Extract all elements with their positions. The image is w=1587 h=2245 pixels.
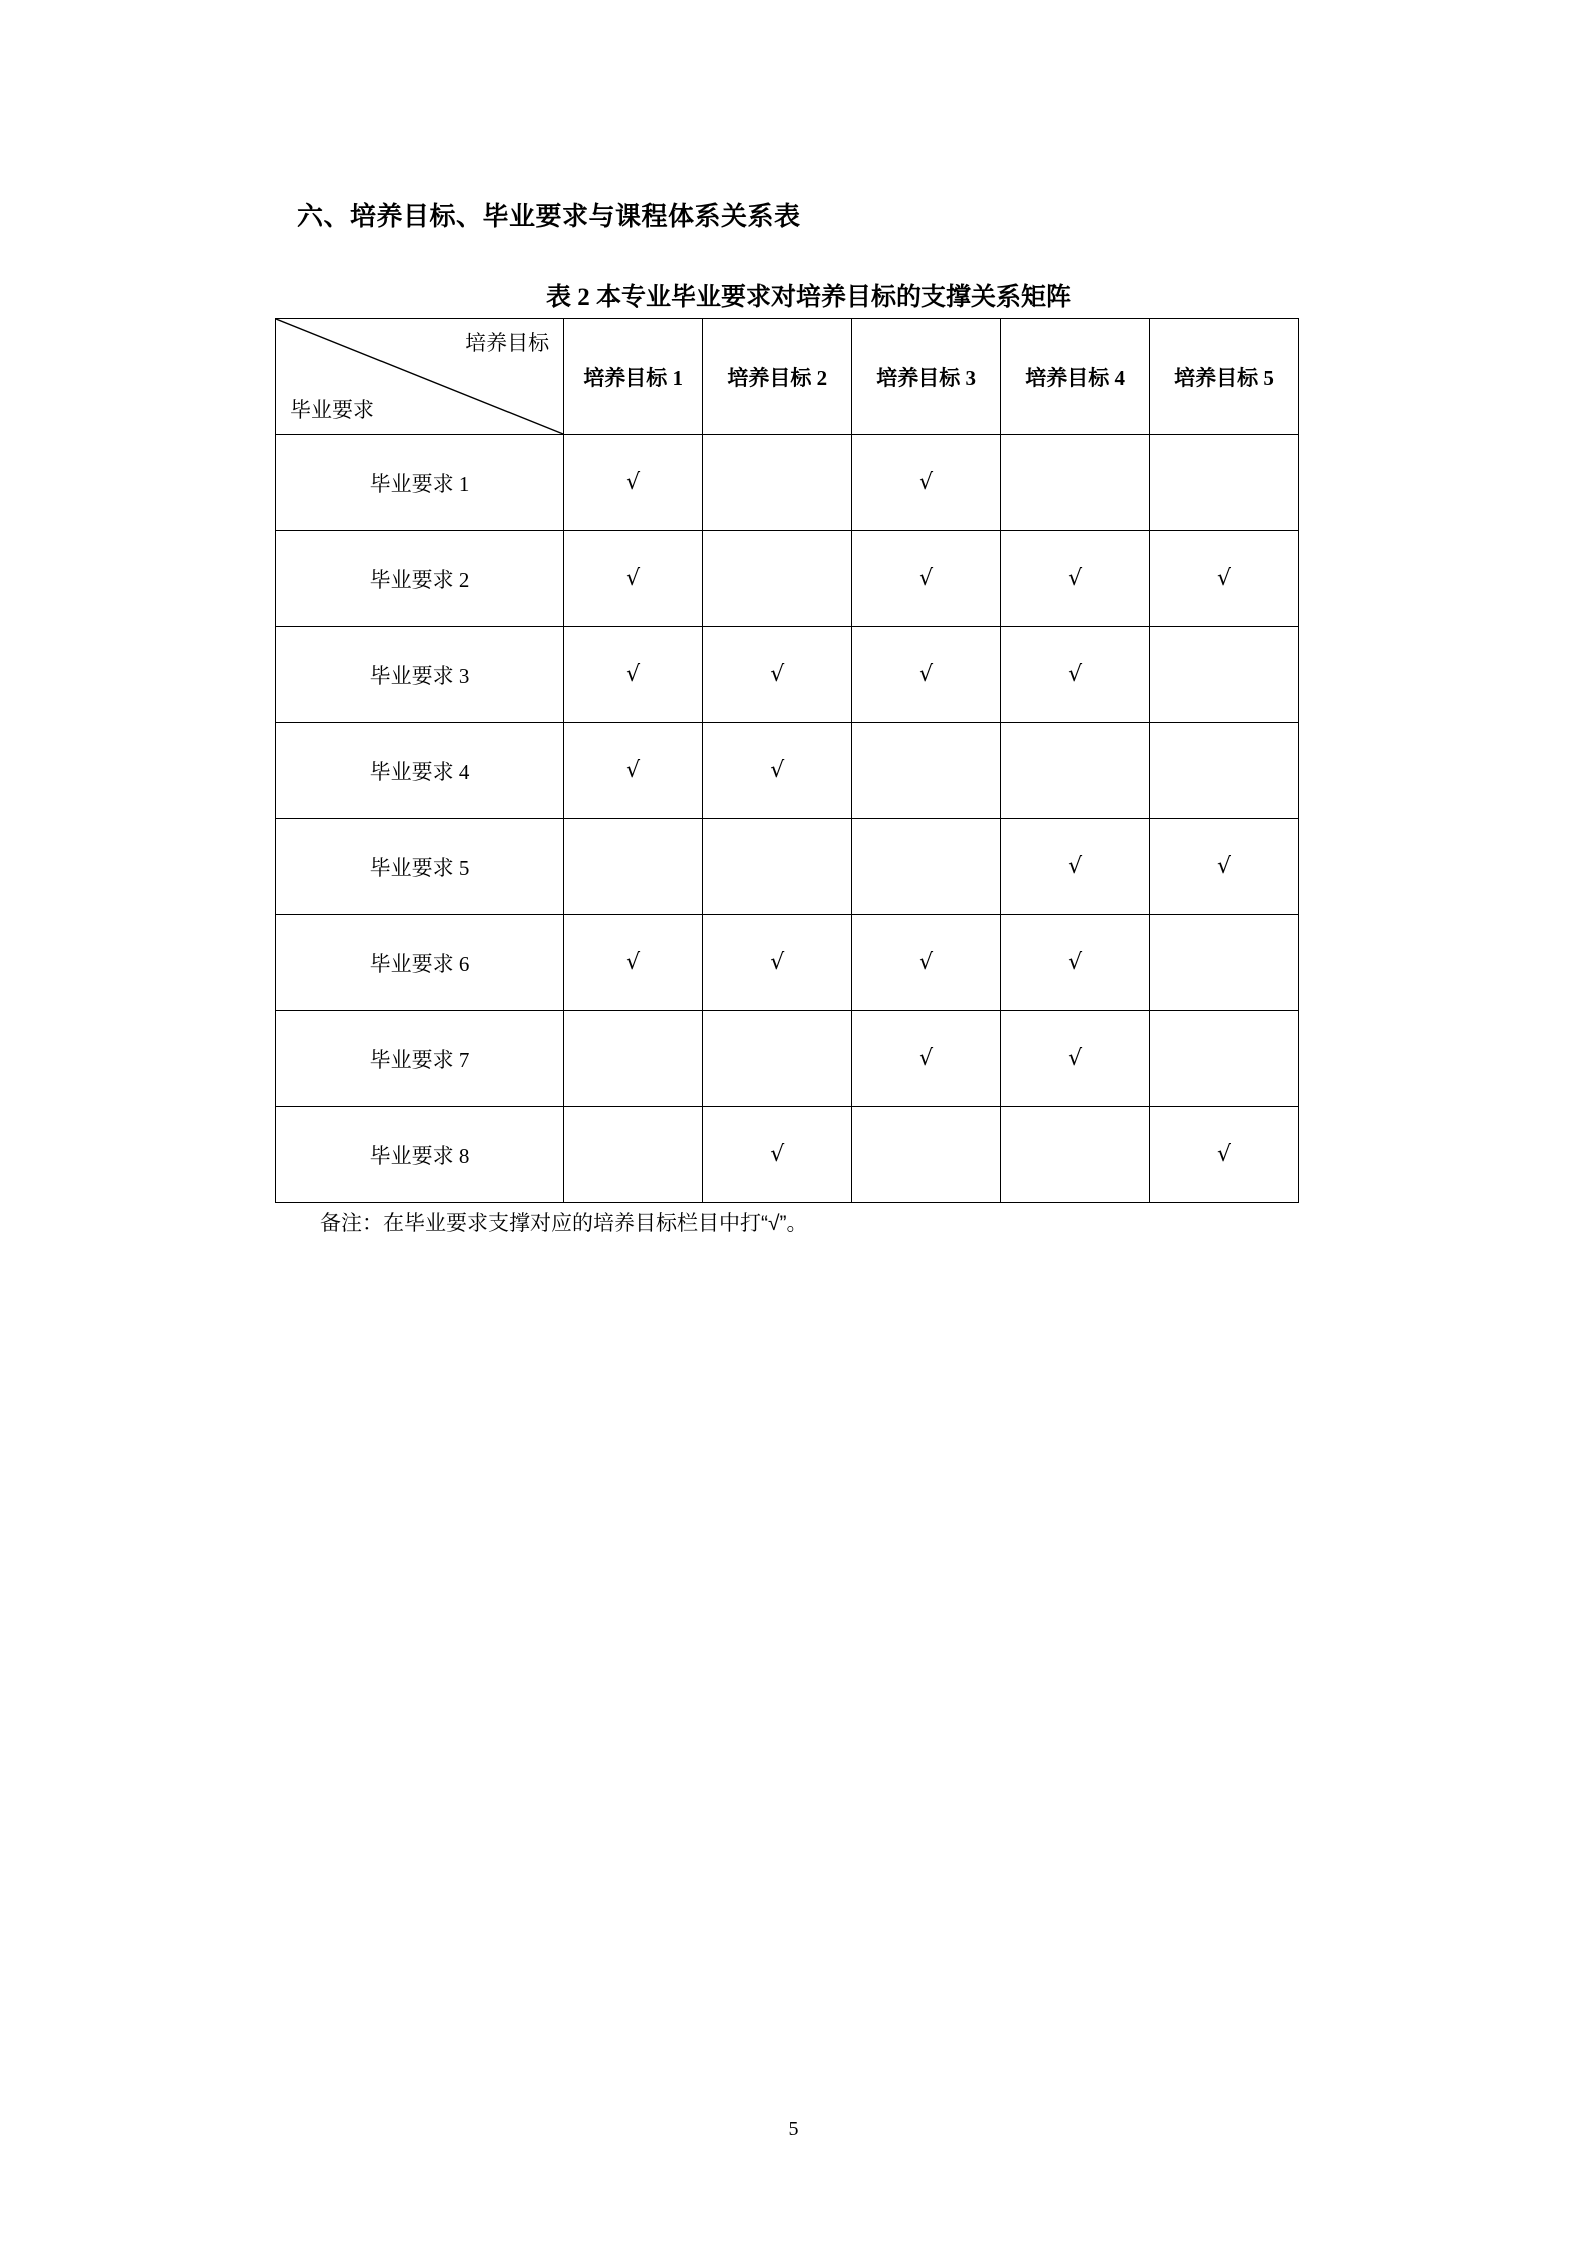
- check-mark: √: [770, 758, 785, 783]
- column-header-goal-3: 培养目标 3: [852, 319, 1001, 435]
- check-mark: √: [1068, 950, 1083, 975]
- page-number: 5: [788, 2118, 799, 2140]
- cell-r6c3: [852, 915, 1001, 1011]
- table-caption: [0, 277, 1587, 313]
- check-mark: √: [1217, 1142, 1232, 1167]
- cell-r8c1: [564, 1107, 703, 1203]
- table-row: [276, 627, 1299, 723]
- cell-r3c5: [1150, 627, 1299, 723]
- check-mark: √: [919, 470, 934, 495]
- row-header-requirement-5: 毕业要求 5: [276, 819, 564, 915]
- row-header-requirement-7: 毕业要求 7: [276, 1011, 564, 1107]
- cell-r6c1: [564, 915, 703, 1011]
- cell-r8c2: [703, 1107, 852, 1203]
- section-heading: 六、培养目标、毕业要求与课程体系关系表: [297, 201, 801, 231]
- row-header-requirement-4: 毕业要求 4: [276, 723, 564, 819]
- check-mark: √: [919, 1046, 934, 1071]
- row-header-requirement-1: 毕业要求 1: [276, 435, 564, 531]
- check-mark: √: [919, 662, 934, 687]
- column-header-goal-1: 培养目标 1: [564, 319, 703, 435]
- check-mark: √: [919, 566, 934, 591]
- cell-r1c1: [564, 435, 703, 531]
- cell-r7c1: [564, 1011, 703, 1107]
- table-row: [276, 1011, 1299, 1107]
- cell-r4c4: [1001, 723, 1150, 819]
- check-mark: √: [1217, 854, 1232, 879]
- check-mark: √: [1217, 566, 1232, 591]
- cell-r3c3: [852, 627, 1001, 723]
- check-mark: √: [626, 662, 641, 687]
- corner-column-axis-label: 培养目标: [465, 331, 550, 355]
- check-mark: √: [770, 950, 785, 975]
- cell-r1c5: [1150, 435, 1299, 531]
- row-header-requirement-3: 毕业要求 3: [276, 627, 564, 723]
- cell-r2c5: [1150, 531, 1299, 627]
- table-header-row: [276, 319, 1299, 435]
- cell-r7c3: [852, 1011, 1001, 1107]
- table-row: [276, 723, 1299, 819]
- table-row: [276, 819, 1299, 915]
- cell-r7c5: [1150, 1011, 1299, 1107]
- table-row: [276, 915, 1299, 1011]
- check-mark: √: [626, 950, 641, 975]
- cell-r1c4: [1001, 435, 1150, 531]
- cell-r4c1: [564, 723, 703, 819]
- table-caption-text: 表 2 本专业毕业要求对培养目标的支撑关系矩阵: [545, 284, 1071, 311]
- table-row: [276, 1107, 1299, 1203]
- cell-r4c5: [1150, 723, 1299, 819]
- cell-r3c4: [1001, 627, 1150, 723]
- cell-r8c5: [1150, 1107, 1299, 1203]
- check-mark: √: [1068, 1046, 1083, 1071]
- cell-r8c4: [1001, 1107, 1150, 1203]
- cell-r8c3: [852, 1107, 1001, 1203]
- cell-r6c5: [1150, 915, 1299, 1011]
- column-header-goal-4: 培养目标 4: [1001, 319, 1150, 435]
- check-mark: √: [770, 662, 785, 687]
- cell-r6c2: [703, 915, 852, 1011]
- cell-r3c2: [703, 627, 852, 723]
- cell-r2c4: [1001, 531, 1150, 627]
- cell-r2c2: [703, 531, 852, 627]
- check-mark: √: [626, 758, 641, 783]
- cell-r2c3: [852, 531, 1001, 627]
- column-header-goal-5: 培养目标 5: [1150, 319, 1299, 435]
- table-row: [276, 435, 1299, 531]
- support-relationship-matrix: [275, 318, 1299, 1203]
- corner-row-axis-label: 毕业要求: [290, 398, 374, 422]
- check-mark: √: [626, 470, 641, 495]
- cell-r7c2: [703, 1011, 852, 1107]
- table-row: [276, 531, 1299, 627]
- check-mark: √: [626, 566, 641, 591]
- row-header-requirement-6: 毕业要求 6: [276, 915, 564, 1011]
- cell-r5c4: [1001, 819, 1150, 915]
- cell-r4c2: [703, 723, 852, 819]
- check-mark: √: [1068, 662, 1083, 687]
- row-header-requirement-2: 毕业要求 2: [276, 531, 564, 627]
- cell-r2c1: [564, 531, 703, 627]
- cell-r1c3: [852, 435, 1001, 531]
- cell-r5c5: [1150, 819, 1299, 915]
- cell-r5c3: [852, 819, 1001, 915]
- check-mark: √: [1068, 566, 1083, 591]
- check-mark: √: [770, 1142, 785, 1167]
- check-mark: √: [919, 950, 934, 975]
- column-header-goal-2: 培养目标 2: [703, 319, 852, 435]
- check-mark: √: [1068, 854, 1083, 879]
- cell-r5c2: [703, 819, 852, 915]
- cell-r4c3: [852, 723, 1001, 819]
- cell-r6c4: [1001, 915, 1150, 1011]
- table-note: 备注：在毕业要求支撑对应的培养目标栏目中打“√”。: [320, 1212, 808, 1235]
- matrix-corner-cell: [276, 319, 564, 435]
- cell-r5c1: [564, 819, 703, 915]
- cell-r7c4: [1001, 1011, 1150, 1107]
- row-header-requirement-8: 毕业要求 8: [276, 1107, 564, 1203]
- cell-r3c1: [564, 627, 703, 723]
- cell-r1c2: [703, 435, 852, 531]
